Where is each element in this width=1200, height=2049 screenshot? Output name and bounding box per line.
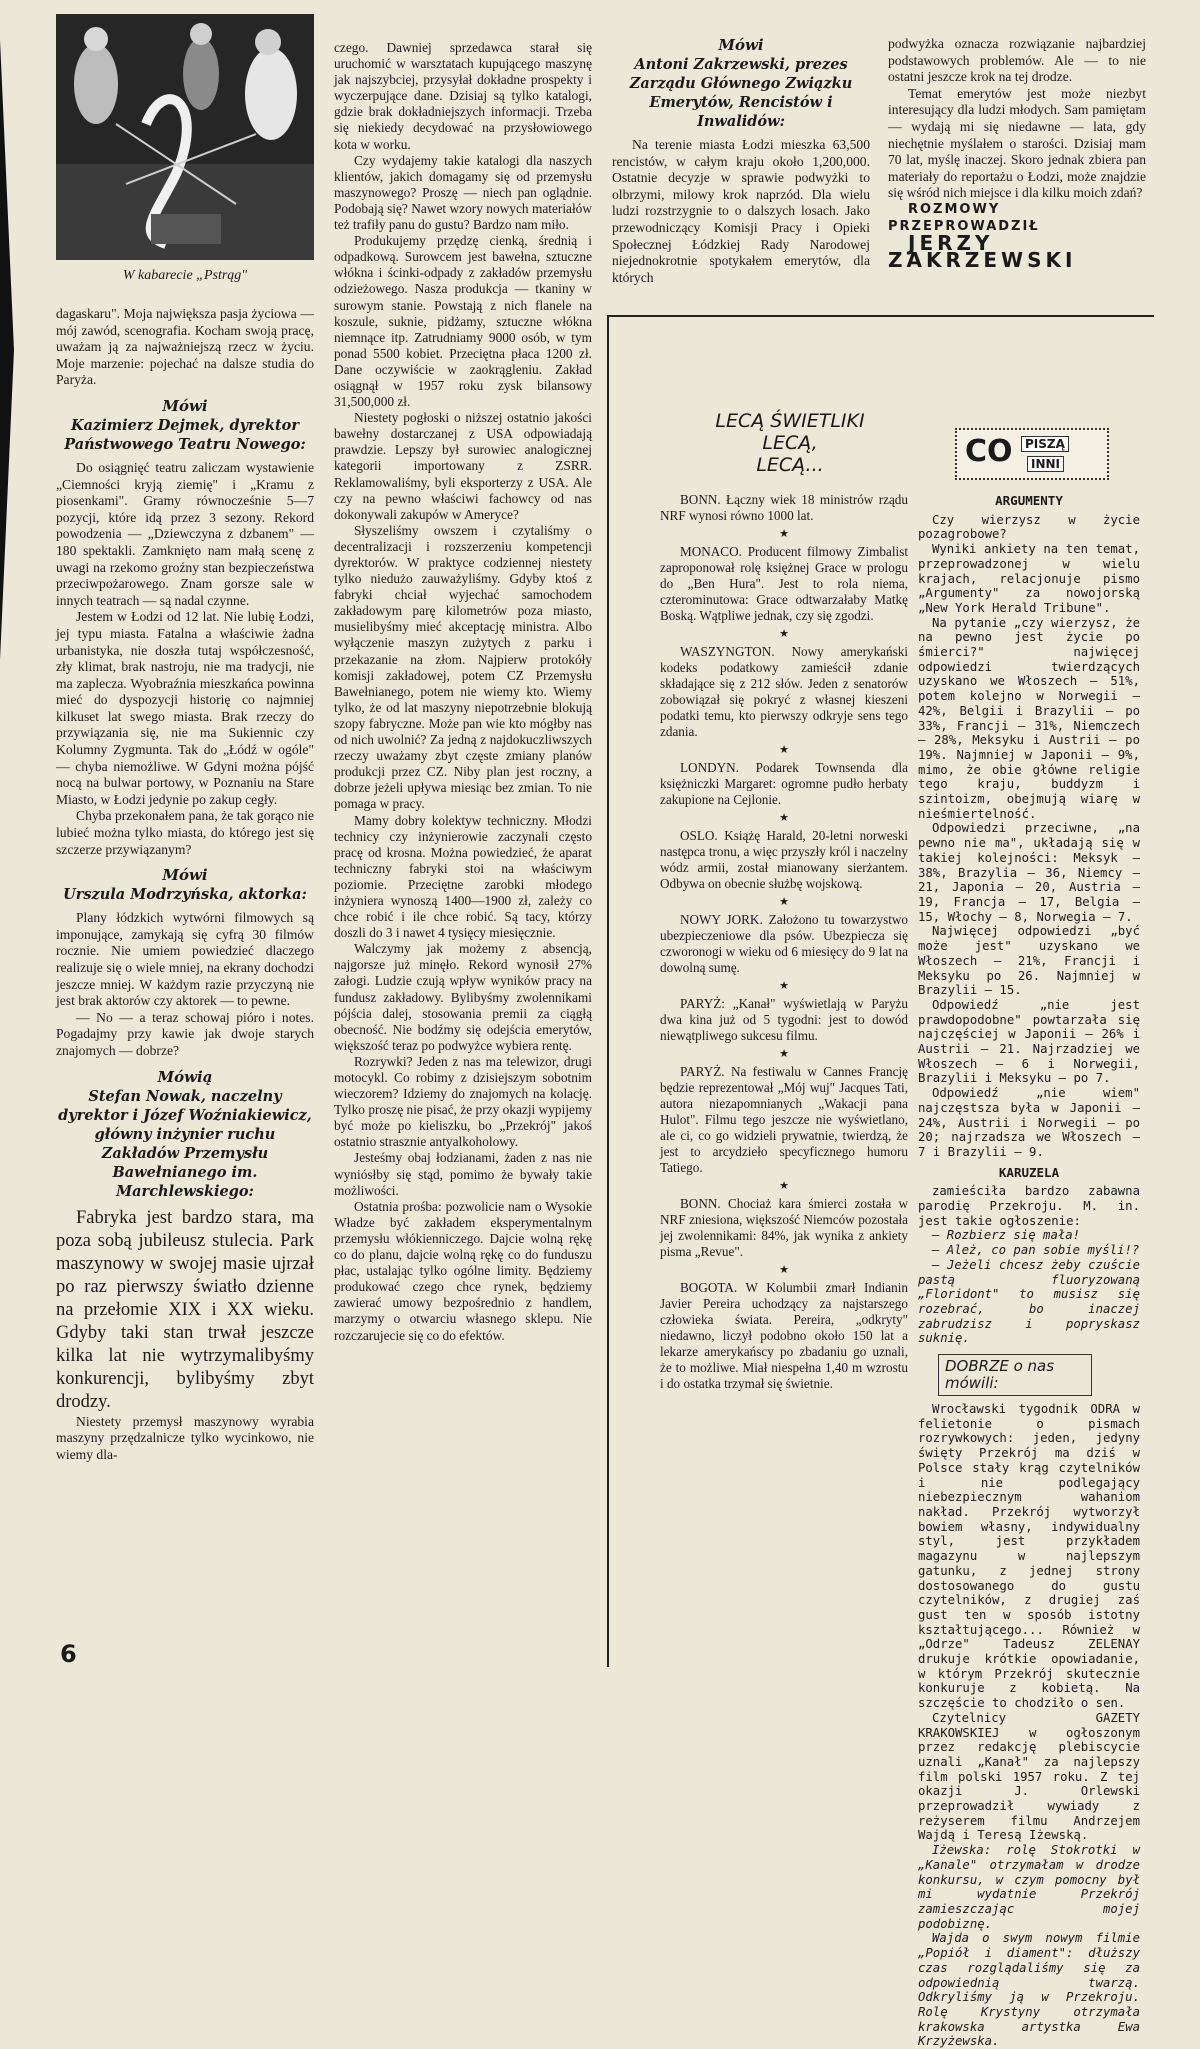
paragraph: Rozrywki? Jeden z nas ma telewizor, drugi motocykl. Co robimy z dzisiejszym sobotnim wieczorem? Idziemy do znajomych na kolację. Tylko proszę nie pisać, że przy okazji wypijemy być może po kieliszku, bo „Przekrój" jakoś ostatnio strasznie antyalkoholowy.: [334, 1053, 592, 1150]
heading-name: Urszula Modrzyńska, aktorka:: [63, 886, 307, 904]
news-item: NOWY JORK. Założono tu towarzystwo ubezpieczeniowe dla psów. Ubezpiecza się czworonogi w wieku od 6 miesięcy do 9 lat na dowolną sumę.: [660, 912, 908, 975]
intro-paragraph: dagaskaru". Moja największa pasja życiowa — mój zawód, scenografia. Kocham swoją pracę, uważam ją za najważniejszą rzecz w życiu. Moje marzenie: pojechać na dalsze studia do Paryża.: [56, 306, 314, 388]
star-separator: ★: [779, 1180, 789, 1192]
paragraph: Niestety pogłoski o niższej ostatnio jakości bawełny dostarczanej z USA odpowiadają prawdzie. Lepszy był surowiec analogicznej kategorii importowany z ZSRR. Reklamowaliśmy, byli eksporterzy z USA. Ale czy na pewno właściwi fachowcy od nas dokonywali zakupów w Ameryce?: [334, 410, 592, 522]
news-item: BOGOTA. W Kolumbii zmarł Indianin Javier Pereira uchodzący za najstarszego człowieka świata. Pereira, „odkryty" niedawno, liczył podobno około 150 lat a lekarze amerykańscy po zbadaniu go uznali, że to możliwe. Miał niespełna 1,40 m wzrostu i do ostatka trzymał się świetnie.: [660, 1280, 908, 1391]
column-2: [334, 40, 592, 1344]
star-separator: ★: [779, 1048, 789, 1060]
star-separator: ★: [779, 528, 789, 540]
star-separator: ★: [779, 980, 789, 992]
heading-name: Stefan Nowak, naczelny dyrektor i Józef Woźniakiewicz, główny inżynier ruchu Zakładów Przemysłu Bawełnianego im. Marchlewskiego:: [58, 1087, 312, 1200]
small-quote: — Jeżeli chcesz żeby czuście pastą fluoryzowaną „Floridont" to musisz się rozebrać, bo inaczej zabrudzisz i popryskasz suknię.: [918, 1257, 1140, 1346]
heading-mowi: Mówi: [718, 36, 764, 54]
star-separator: ★: [779, 744, 789, 756]
leca-news-column: [660, 492, 908, 1394]
small-paragraph: Odpowiedź „nie jest prawdopodobne" powtarzała się najczęściej w Japonii — 26% i Austrii — 21. Najrzadziej we Włoszech — 6 i Norwegii, Brazylii i Meksyku — po 7.: [918, 997, 1140, 1086]
leca-title-line: LECĄ,: [762, 432, 818, 454]
heading-mowi: Mówią: [157, 1067, 213, 1086]
small-paragraph: Wrocławski tygodnik ODRA w felietonie o pismach rozrywkowych: jeden, jedyny święty Przekrój ma dziś w Polsce stały krąg czytelników i nie podlegający niebezpiecznym wahaniom nakład. Przekrój wytworzył bowiem własny, indywidualny styl, jest przykładem magazynu w najlepszym gatunku, z jednej strony dostosowanego do gustu czytelników, z drugiej zaś gust ten w sposób istotny kształtującego... Również w „Odrze" Tadeusz ZELENAY drukuje krótkie opowiadanie, w którym Przekrój skutecznie konkuruje z kobietą. Na szczęście to chodziło o sen.: [918, 1402, 1140, 1711]
heading-modrzynska: [56, 866, 314, 904]
star-separator: ★: [779, 812, 789, 824]
small-paragraph: Wajda o swym nowym filmie „Popiół i diament": dłuższy czas rozglądaliśmy się za odpowiednią twarzą. Odkryliśmy ją w Przekroju. Rolę Krystyny otrzymała krakowska artystka Ewa Krzyżewska.: [918, 1931, 1140, 2049]
paragraph: — No — a teraz schowaj pióro i notes. Pogadajmy przy kawie jak dwoje starych znajomych — dobrze?: [56, 1009, 314, 1058]
star-separator: ★: [779, 896, 789, 908]
small-paragraph: Najwięcej odpowiedzi „być może jest" uzyskano we Włoszech — 21%, Francji i Meksyku po 26. Najmniej w Brazylii — 15.: [918, 924, 1140, 998]
heading-mowi: Mówi: [162, 866, 208, 885]
cabaret-photo: [56, 14, 314, 260]
paragraph-large: Fabryka jest bardzo stara, ma poza sobą jubileusz stulecia. Park maszynowy w swojej masie ujrzał po raz pierwszy światło dzienne na przełomie XIX i XX wieku. Gdyby taki stan trwał jeszcze kilka lat nie wytrzymalibyśmy konkurencji, bylibyśmy zbyt drodzy.: [56, 1207, 314, 1412]
small-paragraph: zamieściła bardzo zabawna parodię Przekroju. M. in. jest takie ogłoszenie:: [918, 1184, 1140, 1228]
copisza-column: [918, 488, 1140, 2049]
paragraph: Chyba przekonałem pana, że tak gorąco nie lubieć można tylko miasta, do którego jest się szczerze przywiązanym?: [56, 808, 314, 857]
leca-title-line: LECĄ ŚWIETLIKI: [715, 410, 865, 432]
news-item: LONDYN. Podarek Townsenda dla księżniczki Margaret: ogromne pudło herbaty zakupione na Cejlonie.: [660, 760, 908, 807]
small-quote: — Rozbierz się mała!: [932, 1228, 1081, 1243]
column-1: [56, 306, 314, 1463]
paragraph: Jestem w Łodzi od 12 lat. Nie lubię Łodzi, jej typu miasta. Fatalna a właściwie żadna urbanistyka, nie doszła tutaj współczesność, zły klimat, brak nastroju, nie ma tradycji, nie ma zaplecza. Wyobraźnia mieszkańca powinna mieć do dyspozycji historię co najmniej kilkuset lat swego miasta. Brak rzeczy do przywiązania się, nie ma Sukiennic czy Kolumny Zygmunta. Tak do „Łódź w ogóle" — chyba niemożliwe. W Gdyni można pójść nocą na bulwar portowy, w Poznaniu na Stare Miasto, w Łodzi jedynie po zakup cegły.: [56, 609, 314, 807]
paragraph: podwyżka oznacza rozwiązanie najbardziej podstawowych problemów. Ale — to nie ostatni jeszcze krok na tej drodze.: [888, 36, 1146, 85]
news-item: WASZYNGTON. Nowy amerykański kodeks podatkowy zamieścił zdanie składające się z 212 słów. Jeden z senatorów zobowiązał się pokryć z własnej kieszeni podatki temu, kto pierwszy odkryje sens tego zdania.: [660, 644, 908, 739]
small-paragraph: Czy wierzysz w życie pozagrobowe?: [918, 512, 1140, 542]
small-paragraph: Na pytanie „czy wierzysz, że na pewno jest życie po śmierci?" najwięcej odpowiedzi twierdzących uzyskano we Włoszech — 51%, potem kolejno w Norwegii — 42%, Belgii i Brazylii — po 33%, Francji — 31%, Niemczech — 28%, Meksyku i Austrii — po 19%. Najmniej w Japonii — 9%, mimo, że obie główne religie tego kraju, buddyzm i szintoizm, obejmują wiarę w nieśmiertelność.: [918, 615, 1140, 821]
star-separator: ★: [779, 1264, 789, 1276]
logo-inni: INNI: [1027, 456, 1064, 472]
star-separator: ★: [779, 628, 789, 640]
paragraph: Produkujemy przędzę cienką, średnią i odpadkową. Surowcem jest bawełna, sztuczne włókna i ścinki-odpady z zakładów przemysłu odzieżowego. Nasza produkcja — tkaniny w surowym stanie. Powstają z nich flanele na koszule, suknie, pidżamy, sztuczne włókna niemnące itp. Zatrudniamy 9000 osób, w tym ponad 5500 kobiet. Przeciętna płaca 1200 zł. Dane oczywiście w zaokrągleniu. Zakład osiągnął w 1957 roku zysk bilansowy 31,500,000 zł.: [334, 233, 592, 410]
news-item: BONN. Chociaż kara śmierci została w NRF zniesiona, większość Niemców pozostała jej zwolennikami: 84%, jak wynika z ankiety pisma „Revue".: [660, 1196, 908, 1259]
heading-zakrzewski: [612, 36, 870, 131]
heading-name: Kazimierz Dejmek, dyrektor Państwowego Teatru Nowego:: [64, 416, 306, 453]
paragraph: Na terenie miasta Łodzi mieszka 63,500 rencistów, w całym kraju około 1,200,000. Ostatnie decyzje w sprawie podwyżki to olbrzymi, milowy krok naprzód. Dla wielu ludzi rozstrzygnie to o dalszych losach. Jako przewodniczący Komisji Pracy i Opieki Społecznej Łódzkiej Rady Narodowej niejednokrotnie spotykałem emerytów, dla których: [612, 137, 870, 285]
heading-name: Antoni Zakrzewski, prezes Zarządu Głównego Związku Emerytów, Rencistów i Inwalidów:: [629, 56, 853, 130]
paragraph: Ostatnia prośba: pozwolicie nam o Wysokie Władze być zakładem eksperymentalnym przemysłu włókienniczego. Dajcie wolną rękę co do planu, dajcie wolną rękę co do funduszu płac, ustalając tylko ogólne limity. Będziemy produkować czego chce rynek, będziemy zawierać umowy bezpośrednio z handlem, marzymy o otwarciu własnego sklepu. Nie rozczarujecie się co do efektów.: [334, 1198, 592, 1343]
paragraph: Jesteśmy obaj łodzianami, żaden z nas nie wyniósłby się stąd, pomimo że bywały takie możliwości.: [334, 1150, 592, 1198]
heading-mowi: Mówi: [162, 396, 208, 415]
section-heading-karuzela: KARUZELA: [998, 1164, 1060, 1180]
column-3: [612, 36, 870, 286]
paragraph: Niestety przemysł maszynowy wyrabia maszyny przędzalnicze tylko wycinkowo, nie wiemy dla-: [56, 1413, 314, 1462]
news-item: BONN. Łączny wiek 18 ministrów rządu NRF wynosi równo 1000 lat.: [660, 492, 908, 523]
paragraph: Plany łódzkich wytwórni filmowych są imponujące, zamykają się cyfrą 30 filmów rocznie. Nie umiem powiedzieć dlaczego realizuje się o wiele mniej, na ekrany dochodzi jeszcze mniej. W każdym razie przyczyną nie jest brak aktorów czy aktorek — to pewne.: [56, 910, 314, 1009]
news-item: OSLO. Książę Harald, 20-letni norweski następca tronu, a więc przyszły król i naczelny wódz armii, został mianowany sierżantem. Odbywa on obecnie służbę wojskową.: [660, 828, 908, 891]
section-heading-argumenty: ARGUMENTY: [995, 493, 1063, 508]
paragraph: Czy wydajemy takie katalogi dla naszych klientów, jakich domagamy się od przemysłu maszynowego? Proszę — niech pan oglądnie. Podobają się? Nawet wzory nowych materiałów też trafiły panu do gustu? Bardzo nam miło.: [334, 152, 592, 233]
leca-title: [700, 410, 880, 476]
small-paragraph: Odpowiedź „nie wiem" najczęstsza była w Japonii — 24%, Austrii i Norwegii — po 20; najrzadsza we Włoszech — 7 i Brazylii — 9.: [918, 1086, 1140, 1159]
paragraph: Walczymy jak możemy z absencją, najgorsze już minęło. Rekord wynosił 27% załogi. Ludzie czują wpływ wyników pracy na fundusz zakładowy. Bylibyśmy zwolennikami pójścia dalej, stosowania premii za ciągłą obecność. Nie bodźmy się odejścia emerytów, większość teraz po podwyżce wybiera rentę.: [334, 941, 592, 1053]
copisza-logo: [955, 428, 1109, 480]
paragraph: czego. Dawniej sprzedawca starał się uruchomić w warsztatach kupującego maszynę jak najszybciej, przysyłał dokładne prospekty i wyczerpujące dane. Dzisiaj są tylko katalogi, gdzie brak dokładniejszych informacji. Trzeba się niekiedy decydować na przysłowiowego kota w worku.: [334, 40, 592, 152]
photo-caption: W kabarecie „Pstrąg": [122, 268, 248, 283]
news-item: MONACO. Producent filmowy Zimbalist zaproponował rolę księżnej Grace w prologu do „Ben Hura". Jest to rola niema, czterominutowa: Grace odtwarzałaby Matkę Boską. Wątpliwe jednak, czy się zgodzi.: [660, 544, 908, 623]
heading-dejmek: [56, 397, 314, 454]
dobrze-line: mówili:: [945, 1374, 999, 1393]
page-number: 6: [60, 1640, 77, 1668]
photo-illustration: [56, 14, 314, 260]
logo-pisza: PISZĄ: [1021, 436, 1069, 452]
small-paragraph: Odpowiedzi przeciwne, „na pewno nie ma", układają się w takiej kolejności: Meksyk — 38%, Brazylia — 36, Niemcy — 21, Japonia — 20, Austria — 19, Francja — 17, Belgia — 15, Włochy — 8, Norwegia — 7.: [918, 821, 1140, 924]
small-quote: — Ależ, co pan sobie myśli!?: [932, 1243, 1140, 1258]
paragraph: Słyszeliśmy owszem i czytaliśmy o decentralizacji i rozszerzeniu kompetencji dyrektorów. W praktyce codziennej niestety tylko niedużo zauważyliśmy. Gdyby ktoś z fabryki chciał wyjechać samochodem zakładowym parę kilometrów poza miasto, musielibyśmy mieć akceptację ministra. Albo wyłączenie maszyn zużytych z parku i przekazanie na złom. Najpierw protokóły komisji zakładowej, potem CZ Przemysłu Bawełnianego, potem nie wiemy kto. Wiemy tylko, że od lat maszyny niepotrzebnie blokują szopy fabryczne. Może pan wie kto mógłby nas od nich uwolnić? Za jedną z najdokuczliwszych rzeczy uważamy zbyt częste zmiany planów produkcji przez CZ. Niby plan jest roczny, a dobrze jeżeli upływa miesiąc bez zmian. To nie pomaga w pracy.: [334, 522, 592, 812]
edge-tab: [0, 40, 14, 660]
dobrze-heading: [938, 1354, 1092, 1396]
dobrze-line: DOBRZE o nas: [945, 1357, 1055, 1376]
byline-label: ROZMOWY PRZEPROWADZIŁ: [888, 201, 1040, 234]
logo-co: CO: [965, 434, 1013, 469]
heading-nowak: [56, 1068, 314, 1201]
paragraph: Mamy dobry kolektyw techniczny. Młodzi technicy czy inżynierowie zaczynali często pracę od krosna. Można powiedzieć, że aparat techniczny fabryki stoi na właściwym poziomie. Przeciętne zarobki młodego inżyniera wynoszą 1400—1900 zł, zależy co chce robić i ile chce robić. Są tacy, którzy doszli do 3 i nawet 4 tysięcy miesięcznie.: [334, 812, 592, 941]
small-paragraph: Iżewska: rolę Stokrotki w „Kanale" otrzymałam w drodze konkursu, w czym pomocny był mi wydatnie Przekrój zamieszczając mojej podobiznę.: [918, 1843, 1140, 1931]
small-paragraph: Wyniki ankiety na ten temat, przeprowadzonej w wielu krajach, relacjonuje pismo „Argumenty" za nowojorską „New York Herald Tribune".: [918, 542, 1140, 615]
news-item: PARYŻ: „Kanał" wyświetlają w Paryżu dwa kina już od 5 tygodni: jest to dowód niewątpliwego sukcesu filmu.: [660, 996, 908, 1043]
news-item: PARYŻ. Na festiwalu w Cannes Francję będzie reprezentował „Mój wuj" Jacques Tati, autora niezapomnianych „Wakacji pana Hulot". Filmu tego jeszcze nie wyświetlano, ale ci, co go widzieli prywatnie, twierdzą, że jest to arcydzieło specyficznego humoru Tatiego.: [660, 1064, 908, 1175]
byline-author: JERZY ZAKRZEWSKI: [888, 231, 1077, 272]
paragraph: Temat emerytów jest może niezbyt interesujący dla ludzi młodych. Sam pamiętam — wydają mi się niedawne — lata, gdy niechętnie myślałem o starości. Dzisiaj mam 70 lat, myślę inaczej. Skoro jednak zbiera pan materiały do reportażu o Łodzi, może znajdzie się wśród nich miejsce i dla kilku moich zdań?: [888, 85, 1146, 201]
column-4: [888, 36, 1146, 272]
paragraph: Do osiągnięć teatru zaliczam wystawienie „Ciemności kryją ziemię" i „Kramu z piosenkami". Gramy równocześnie 5—7 pozycji, które idą przez 3 sezony. Rekord powodzenia — „Dziewczyna z dzbanem" — 180 spektakli. Zamknięto nam małą scenę z uwagi na rzekomo groźny stan bezpieczeństwa przeciwpożarowego. Znam gorsze sale w innych teatrach — są nadal czynne.: [56, 459, 314, 608]
small-paragraph: Czytelnicy GAZETY KRAKOWSKIEJ w ogłoszonym przez redakcję plebiscycie uznali „Kanał" za najlepszy film polski 1957 roku. Z tej okazji J. Orlewski przeprowadził wywiady z reżyserem filmu Andrzejem Wajdą i Teresą Iżewską.: [918, 1710, 1140, 1843]
leca-title-line: LECĄ...: [756, 454, 824, 476]
